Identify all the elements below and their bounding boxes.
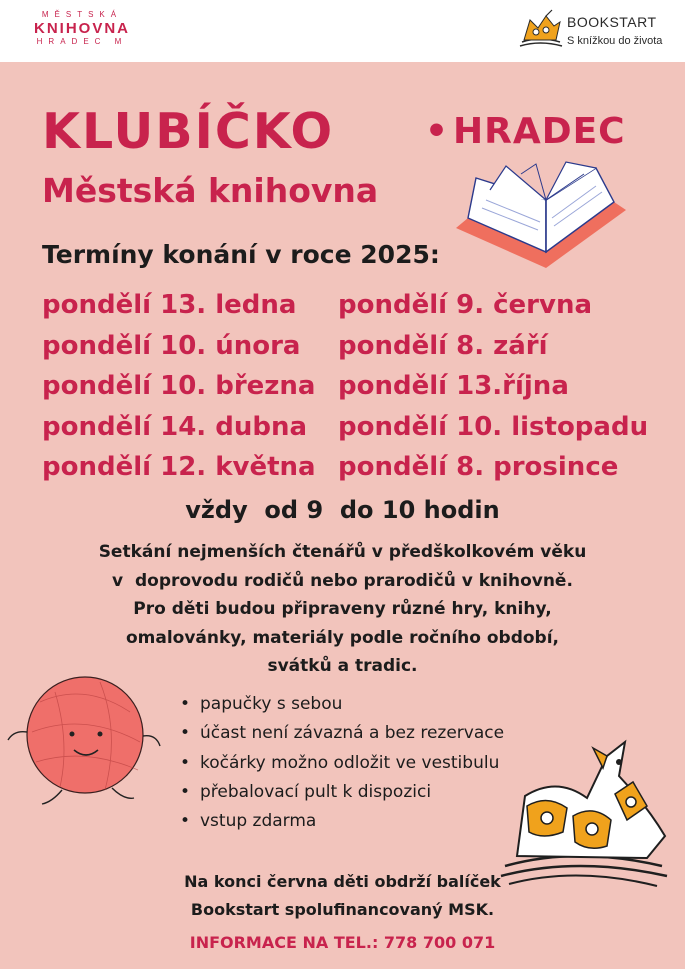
footer-line: Bookstart spolufinancovaný MSK.	[190, 900, 495, 919]
date-item: pondělí 10. února	[42, 330, 301, 361]
description-line: omalovánky, materiály podle ročního období,	[125, 627, 560, 648]
header-bar	[0, 0, 685, 62]
date-item: pondělí 13. ledna	[42, 290, 297, 320]
contact-info: INFORMACE NA TEL.: 778 700 071	[189, 933, 496, 952]
description-line: Setkání nejmenších čtenářů v předškolkovém věku	[98, 542, 587, 562]
title-hradec: HRADEC	[453, 111, 626, 152]
list-item: • papučky s sebou	[180, 690, 504, 719]
library-logo-line2: KNIHOVNA	[33, 20, 130, 37]
dates-column-left	[42, 285, 316, 488]
date-item: pondělí 8. září	[338, 330, 548, 361]
description	[0, 538, 685, 681]
date-item: pondělí 10. března	[42, 371, 316, 402]
date-item: pondělí 9. června	[338, 290, 592, 320]
description-line: Pro děti budou připraveny různé hry, knihy,	[133, 599, 552, 619]
footer-note	[0, 868, 685, 924]
ball-character-icon	[0, 672, 165, 822]
footer-line: Na konci června děti obdrží balíček	[184, 872, 501, 891]
list-item: • účast není závazná a bez rezervace	[180, 719, 504, 748]
session-time: vždy od 9 do 10 hodin	[185, 496, 500, 524]
date-item: pondělí 8. prosince	[338, 452, 619, 483]
date-item: pondělí 10. listopadu	[338, 411, 649, 442]
bookstart-name: BOOKSTART	[567, 14, 657, 30]
library-logo	[22, 10, 142, 47]
dates-column-right	[338, 285, 648, 488]
date-item: pondělí 14. dubna	[42, 411, 308, 442]
library-logo-line3: HRADEC M	[36, 37, 128, 46]
bookstart-logo	[516, 6, 666, 56]
title-library: Městská knihovna	[42, 171, 379, 210]
description-line: svátků a tradic.	[267, 656, 418, 676]
info-list	[180, 690, 504, 836]
date-item: pondělí 12. května	[42, 452, 316, 483]
description-line: v doprovodu rodičů nebo prarodičů v knihovně.	[112, 570, 573, 591]
list-item: • vstup zdarma	[180, 807, 504, 836]
open-book-icon	[446, 160, 631, 275]
library-logo-line1: MĚSTSKÁ	[41, 10, 123, 19]
bookstart-tagline: S knížkou do života	[567, 35, 663, 47]
list-item: • přebalovací pult k dispozici	[180, 778, 504, 807]
bookstart-bird-icon	[516, 6, 566, 54]
title-klubicko: KLUBÍČKO	[42, 103, 335, 160]
schedule-heading: Termíny konání v roce 2025:	[42, 240, 440, 269]
list-item: • kočárky možno odložit ve vestibulu	[180, 749, 504, 778]
date-item: pondělí 13.října	[338, 371, 569, 402]
title-separator: •	[425, 111, 449, 152]
